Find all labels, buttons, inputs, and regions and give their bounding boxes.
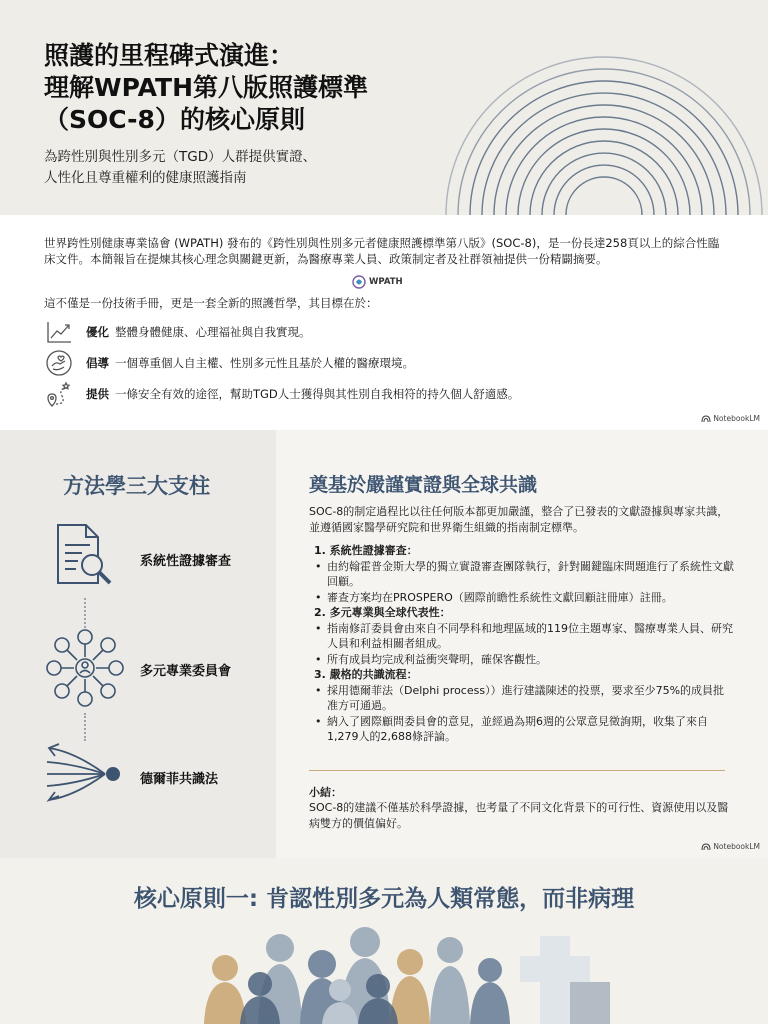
section-divider <box>309 770 725 771</box>
criterion-bullet: • 由約翰霍普金斯大學的獨立實證審查團隊執行，針對關鍵臨床問題進行了系統性文獻回顧。 <box>314 559 734 590</box>
wpath-emblem-icon <box>352 275 366 289</box>
brand-text: NotebookLM <box>713 414 760 423</box>
criterion <box>314 667 734 745</box>
criterion <box>314 543 734 605</box>
criterion-heading: 3. 嚴格的共識流程： <box>314 668 418 681</box>
criterion-bullet: • 審查方案均在PROSPERO（國際前瞻性系統性文獻回顧註冊庫）註冊。 <box>314 590 734 606</box>
care-hands-icon <box>44 349 74 377</box>
pillar-label: 系統性證據審查 <box>140 554 232 569</box>
pillars-panel <box>0 430 276 858</box>
pillar-label: 多元專業委員會 <box>140 664 232 679</box>
wpath-logo-text: WPATH <box>369 277 403 287</box>
goal-text: 一條安全有效的途徑，幫助TGD人士獲得與其性別自我相符的持久個人舒適感。 <box>115 386 520 401</box>
goal-text: 一個尊重個人自主權、性別多元性且基於人權的醫療環境。 <box>115 355 414 370</box>
pillar-connector <box>84 713 86 741</box>
pillars-title: 方法學三大支柱 <box>63 474 210 498</box>
criterion-bullet: • 採用德爾菲法（Delphi process））進行建議陳述的投票，要求至少75%的成員批准方可通過。 <box>314 683 734 714</box>
principle-title: 核心原則一: 肯認性別多元為人類常態，而非病理 <box>133 886 635 912</box>
concentric-arcs-decoration <box>440 30 768 215</box>
goal-keyword: 倡導 <box>86 355 109 370</box>
document-search-icon <box>54 523 114 587</box>
notebooklm-logo-icon <box>701 415 711 423</box>
evidence-panel <box>276 430 768 858</box>
criterion <box>314 605 734 667</box>
criterion-bullet: • 指南修訂委員會由來自不同學科和地理區域的119位主題專家、醫療專業人員、研究人員和利益相關者組成。 <box>314 621 734 652</box>
title-line: （SOC-8）的核心原則 <box>44 105 305 134</box>
goals-lead: 這不僅是一份技術手冊，更是一套全新的照護哲學，其目標在於： <box>44 296 378 310</box>
summary-section <box>0 215 768 430</box>
notebooklm-brand <box>701 414 760 423</box>
converging-arrows-icon <box>45 742 125 806</box>
diverse-people-illustration <box>150 926 630 1024</box>
pillar-label: 德爾菲共識法 <box>140 772 219 787</box>
trend-chart-icon <box>44 318 74 346</box>
expert-network-icon <box>45 628 125 708</box>
title-section <box>0 0 768 215</box>
pillar-connector <box>84 598 86 628</box>
criterion-heading: 2. 多元專業與全球代表性： <box>314 606 451 619</box>
subtitle-line: 為跨性別與性別多元（TGD）人群提供實證、 <box>44 149 317 165</box>
goal-text: 整體身體健康、心理福祉與自我實現。 <box>115 324 311 339</box>
principle-one-section <box>0 858 768 1024</box>
goal-item <box>44 378 744 409</box>
criterion-bullet: • 納入了國際顧問委員會的意見，並經過為期6週的公眾意見徵詢期，收集了來自1,279人的2,688條評論。 <box>314 714 734 745</box>
goal-item <box>44 316 744 347</box>
evidence-intro: SOC-8的制定過程比以往任何版本都更加嚴謹，整合了已發表的文獻證據與專家共識，並遵循國家醫學研究院和世界衛生組織的指南制定標準。 <box>309 505 729 534</box>
goal-keyword: 優化 <box>86 324 109 339</box>
page-title <box>44 40 484 136</box>
notebooklm-brand <box>701 842 760 851</box>
title-line: 照護的里程碑式演進： <box>44 41 295 70</box>
evidence-title: 奠基於嚴謹實證與全球共識 <box>309 474 538 496</box>
criterion-bullet: • 所有成員均完成利益衝突聲明，確保客觀性。 <box>314 652 734 668</box>
title-line: 理解WPATH第八版照護標準 <box>44 73 368 102</box>
methodology-section <box>0 430 768 858</box>
page-subtitle <box>44 147 404 189</box>
intro-paragraph: 世界跨性別健康專業協會 (WPATH) 發布的《跨性別與性別多元者健康照護標準第八版》(SOC-8)，是一份長達258頁以上的綜合性臨床文件。本簡報旨在提煉其核心理念與關鍵更新，為醫療專業人員、政策制定者及社群領袖提供一份精闢摘要。 <box>44 236 720 266</box>
wpath-logo <box>352 275 403 289</box>
path-pin-icon <box>44 380 74 408</box>
brand-text: NotebookLM <box>713 842 760 851</box>
goal-item <box>44 347 744 378</box>
criteria-list <box>314 543 734 745</box>
conclusion-text: SOC-8的建議不僅基於科學證據，也考量了不同文化背景下的可行性、資源使用以及醫病雙方的價值偏好。 <box>309 801 729 830</box>
goal-keyword: 提供 <box>86 386 109 401</box>
criterion-heading: 1. 系統性證據審查： <box>314 544 418 557</box>
subtitle-line: 人性化且尊重權利的健康照護指南 <box>44 170 247 186</box>
notebooklm-logo-icon <box>701 843 711 851</box>
conclusion-heading: 小結： <box>309 786 342 799</box>
goals-list <box>44 316 744 409</box>
